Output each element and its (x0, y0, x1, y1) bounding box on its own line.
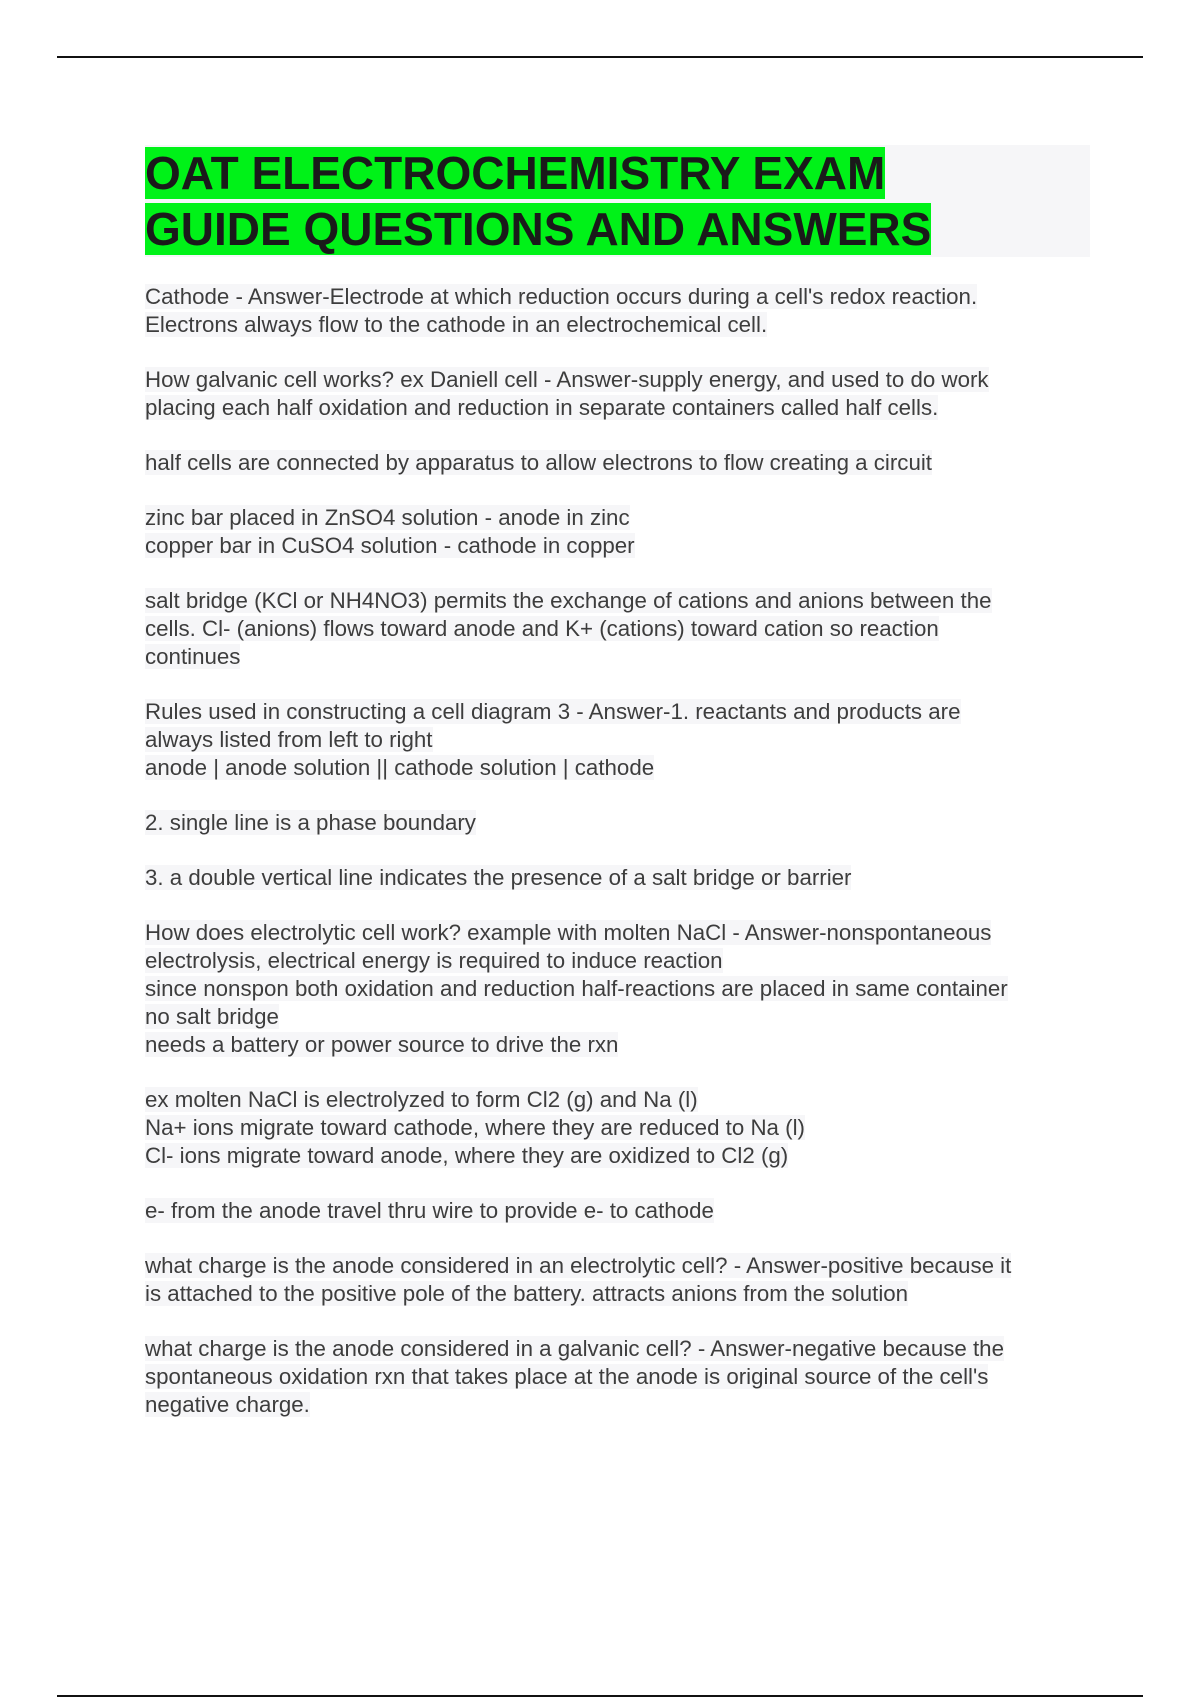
paragraph-line (145, 1197, 1090, 1225)
document-body (145, 145, 1090, 1446)
qa-paragraph (145, 698, 1090, 782)
qa-paragraph (145, 1197, 1090, 1225)
line-text: 3. a double vertical line indicates the presence of a salt bridge or barrier (145, 865, 852, 890)
line-text: Rules used in constructing a cell diagram 3 - Answer-1. reactants and products are (145, 699, 961, 724)
line-text: since nonspon both oxidation and reduction half-reactions are placed in same container (145, 976, 1008, 1001)
line-text: cells. Cl- (anions) flows toward anode and K+ (cations) toward cation so reaction (145, 616, 939, 641)
paragraph-line (145, 1280, 1090, 1308)
qa-paragraph (145, 864, 1090, 892)
paragraph-line (145, 919, 1090, 947)
qa-paragraph (145, 366, 1090, 422)
paragraph-line (145, 726, 1090, 754)
paragraph-line (145, 1114, 1090, 1142)
paragraph-line (145, 394, 1090, 422)
line-text: what charge is the anode considered in an electrolytic cell? - Answer-positive because it (145, 1253, 1012, 1278)
paragraph-line (145, 947, 1090, 975)
line-text: Cl- ions migrate toward anode, where they are oxidized to Cl2 (g) (145, 1143, 789, 1168)
qa-paragraph (145, 809, 1090, 837)
line-text: continues (145, 644, 241, 669)
line-text: Electrons always flow to the cathode in an electrochemical cell. (145, 312, 768, 337)
paragraph-line (145, 1142, 1090, 1170)
qa-paragraph (145, 919, 1090, 1059)
paragraph-line (145, 615, 1090, 643)
line-text: copper bar in CuSO4 solution - cathode in copper (145, 533, 635, 558)
bottom-rule (57, 1695, 1143, 1697)
paragraph-line (145, 809, 1090, 837)
line-text: zinc bar placed in ZnSO4 solution - anode in zinc (145, 505, 630, 530)
paragraph-line (145, 975, 1090, 1003)
qa-paragraph (145, 283, 1090, 339)
line-text: electrolysis, electrical energy is required to induce reaction (145, 948, 723, 973)
qa-paragraph (145, 504, 1090, 560)
paragraph-line (145, 587, 1090, 615)
line-text: half cells are connected by apparatus to allow electrons to flow creating a circuit (145, 450, 932, 475)
paragraph-line (145, 311, 1090, 339)
paragraph-line (145, 532, 1090, 560)
line-text: what charge is the anode considered in a galvanic cell? - Answer-negative because the (145, 1336, 1004, 1361)
paragraph-line (145, 504, 1090, 532)
line-text: always listed from left to right (145, 727, 433, 752)
paragraph-line (145, 643, 1090, 671)
line-text: Na+ ions migrate toward cathode, where they are reduced to Na (l) (145, 1115, 805, 1140)
line-text: spontaneous oxidation rxn that takes place at the anode is original source of the cell's (145, 1364, 989, 1389)
line-text: salt bridge (KCl or NH4NO3) permits the exchange of cations and anions between the (145, 588, 992, 613)
qa-paragraph (145, 1252, 1090, 1308)
line-text: needs a battery or power source to drive the rxn (145, 1032, 619, 1057)
line-text: placing each half oxidation and reduction in separate containers called half cells. (145, 395, 939, 420)
top-rule (57, 56, 1143, 58)
paragraph-line (145, 1335, 1090, 1363)
line-text: How galvanic cell works? ex Daniell cell - Answer-supply energy, and used to do work (145, 367, 989, 392)
qa-paragraph (145, 587, 1090, 671)
paragraph-line (145, 1363, 1090, 1391)
qa-paragraph (145, 449, 1090, 477)
line-text: ex molten NaCl is electrolyzed to form Cl2 (g) and Na (l) (145, 1087, 698, 1112)
title-line-2: GUIDE QUESTIONS AND ANSWERS (145, 203, 932, 255)
paragraph-line (145, 1391, 1090, 1419)
line-text: 2. single line is a phase boundary (145, 810, 476, 835)
paragraph-line (145, 449, 1090, 477)
line-text: no salt bridge (145, 1004, 279, 1029)
line-text: How does electrolytic cell work? example with molten NaCl - Answer-nonspontaneous (145, 920, 992, 945)
qa-list (145, 283, 1090, 1419)
line-text: e- from the anode travel thru wire to provide e- to cathode (145, 1198, 714, 1223)
qa-paragraph (145, 1086, 1090, 1170)
paragraph-line (145, 1031, 1090, 1059)
title-block (145, 145, 1090, 257)
document-title (145, 145, 1090, 257)
paragraph-line (145, 1086, 1090, 1114)
paragraph-line (145, 283, 1090, 311)
line-text: Cathode - Answer-Electrode at which reduction occurs during a cell's redox reaction. (145, 284, 978, 309)
paragraph-line (145, 1252, 1090, 1280)
line-text: is attached to the positive pole of the battery. attracts anions from the solution (145, 1281, 909, 1306)
paragraph-line (145, 366, 1090, 394)
paragraph-line (145, 698, 1090, 726)
title-line-1: OAT ELECTROCHEMISTRY EXAM (145, 147, 886, 199)
paragraph-line (145, 1003, 1090, 1031)
paragraph-line (145, 864, 1090, 892)
qa-paragraph (145, 1335, 1090, 1419)
paragraph-line (145, 754, 1090, 782)
line-text: anode | anode solution || cathode solution | cathode (145, 755, 655, 780)
line-text: negative charge. (145, 1392, 310, 1417)
